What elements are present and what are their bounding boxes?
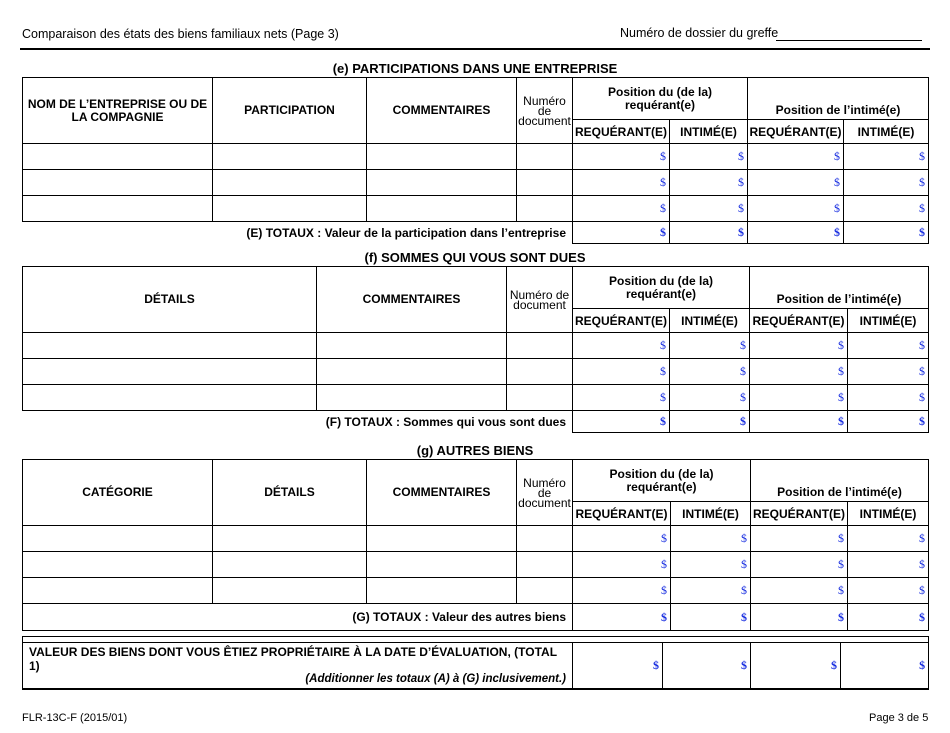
input-cell[interactable]: [517, 526, 573, 552]
col-respondent-respondent: INTIMÉ(E): [848, 309, 929, 333]
amount-cell[interactable]: $: [573, 196, 670, 222]
input-cell[interactable]: [213, 552, 367, 578]
input-cell[interactable]: [317, 333, 507, 359]
amount-cell[interactable]: $: [670, 359, 750, 385]
amount-cell[interactable]: $: [573, 552, 671, 578]
col-respondent-position: Position de l’intimé(e): [748, 78, 929, 120]
col-comments: COMMENTAIRES: [367, 78, 517, 144]
col-company-name: NOM DE L’ENTREPRISE OU DE LA COMPAGNIE: [23, 78, 213, 144]
col-respondent-respondent: INTIMÉ(E): [848, 502, 929, 526]
amount-cell[interactable]: $: [573, 359, 670, 385]
amount-cell[interactable]: $: [670, 196, 748, 222]
total-cell[interactable]: $: [750, 411, 848, 433]
amount-cell[interactable]: $: [748, 170, 844, 196]
section-f-table: [22, 266, 929, 433]
table-row: [23, 578, 929, 604]
input-cell[interactable]: [367, 196, 517, 222]
col-applicant-respondent: INTIMÉ(E): [670, 309, 750, 333]
table-row: [23, 385, 929, 411]
totals-row: [23, 411, 929, 433]
input-cell[interactable]: [213, 526, 367, 552]
total1-cell[interactable]: $: [573, 643, 663, 690]
section-f-title: (f) SOMMES QUI VOUS SONT DUES: [364, 250, 586, 265]
input-cell[interactable]: [507, 359, 573, 385]
input-cell[interactable]: [23, 196, 213, 222]
col-respondent-applicant: REQUÉRANT(E): [751, 502, 848, 526]
amount-cell[interactable]: $: [751, 526, 848, 552]
amount-cell[interactable]: $: [848, 578, 929, 604]
col-applicant-respondent: INTIMÉ(E): [670, 120, 748, 144]
totals-row: [23, 222, 929, 244]
section-e-total-label: (E) TOTAUX : Valeur de la participation dans l’entreprise: [246, 225, 566, 240]
total-cell[interactable]: $: [848, 411, 929, 433]
col-comments: COMMENTAIRES: [317, 267, 507, 333]
input-cell[interactable]: [213, 196, 367, 222]
input-cell[interactable]: [23, 385, 317, 411]
input-cell[interactable]: [23, 552, 213, 578]
input-cell[interactable]: [507, 385, 573, 411]
amount-cell[interactable]: $: [573, 333, 670, 359]
input-cell[interactable]: [367, 144, 517, 170]
col-category: CATÉGORIE: [23, 460, 213, 526]
totals-row: [23, 604, 929, 631]
table-row: [23, 552, 929, 578]
input-cell[interactable]: [517, 170, 573, 196]
input-cell[interactable]: [517, 578, 573, 604]
total-cell[interactable]: $: [670, 411, 750, 433]
amount-cell[interactable]: $: [848, 359, 929, 385]
total1-table: [22, 636, 929, 690]
total-cell[interactable]: $: [844, 222, 929, 244]
total1-cell[interactable]: $: [751, 643, 841, 690]
col-comments: COMMENTAIRES: [367, 460, 517, 526]
table-row: [23, 170, 929, 196]
input-cell[interactable]: [23, 144, 213, 170]
amount-cell[interactable]: $: [848, 552, 929, 578]
table-row: [23, 333, 929, 359]
col-doc-number: Numéro de document: [517, 460, 573, 526]
col-applicant-applicant: REQUÉRANT(E): [573, 309, 670, 333]
section-g-table: [22, 459, 929, 631]
amount-cell[interactable]: $: [750, 359, 848, 385]
col-doc-number: Numéro de document: [517, 78, 573, 144]
section-g-total-label: (G) TOTAUX : Valeur des autres biens: [23, 604, 573, 631]
page-number: Page 3 de 5: [869, 712, 929, 724]
input-cell[interactable]: [367, 578, 517, 604]
total-cell[interactable]: $: [848, 604, 929, 631]
total1-note: (Additionner les totaux (A) à (G) inclusivement.): [305, 673, 566, 685]
input-cell[interactable]: [367, 170, 517, 196]
input-cell[interactable]: [23, 333, 317, 359]
total1-cell[interactable]: $: [663, 643, 751, 690]
col-applicant-applicant: REQUÉRANT(E): [573, 120, 670, 144]
input-cell[interactable]: [517, 196, 573, 222]
amount-cell[interactable]: $: [848, 385, 929, 411]
total1-cell[interactable]: $: [841, 643, 929, 690]
input-cell[interactable]: [213, 170, 367, 196]
col-applicant-respondent: INTIMÉ(E): [671, 502, 751, 526]
total1-row: [23, 643, 929, 690]
form-id: FLR-13C-F (2015/01): [22, 712, 128, 724]
amount-cell[interactable]: $: [671, 526, 751, 552]
input-cell[interactable]: [367, 526, 517, 552]
col-respondent-applicant: REQUÉRANT(E): [750, 309, 848, 333]
input-cell[interactable]: [23, 170, 213, 196]
input-cell[interactable]: [23, 526, 213, 552]
amount-cell[interactable]: $: [573, 526, 671, 552]
amount-cell[interactable]: $: [750, 385, 848, 411]
amount-cell[interactable]: $: [844, 196, 929, 222]
form-title: Comparaison des états des biens familiaux nets (Page 3): [22, 27, 339, 41]
section-e-table: [22, 77, 929, 244]
col-respondent-respondent: INTIMÉ(E): [844, 120, 929, 144]
section-e-title: (e) PARTICIPATIONS DANS UNE ENTREPRISE: [332, 61, 618, 76]
amount-cell[interactable]: $: [670, 144, 748, 170]
amount-cell[interactable]: $: [844, 170, 929, 196]
col-participation: PARTICIPATION: [213, 78, 367, 144]
amount-cell[interactable]: $: [848, 526, 929, 552]
amount-cell[interactable]: $: [573, 385, 670, 411]
amount-cell[interactable]: $: [573, 578, 671, 604]
amount-cell[interactable]: $: [573, 144, 670, 170]
col-details: DÉTAILS: [23, 267, 317, 333]
amount-cell[interactable]: $: [750, 333, 848, 359]
input-cell[interactable]: [507, 333, 573, 359]
input-cell[interactable]: [213, 144, 367, 170]
total-cell[interactable]: $: [748, 222, 844, 244]
col-applicant-position: Position du (de la) requérant(e): [573, 78, 748, 120]
input-cell[interactable]: [367, 552, 517, 578]
table-row: [23, 196, 929, 222]
amount-cell[interactable]: $: [670, 385, 750, 411]
amount-cell[interactable]: $: [751, 578, 848, 604]
amount-cell[interactable]: $: [671, 552, 751, 578]
total-cell[interactable]: $: [670, 222, 748, 244]
col-respondent-position: Position de l’intimé(e): [751, 460, 929, 502]
section-g-title: (g) AUTRES BIENS: [416, 443, 534, 458]
table-row: [23, 359, 929, 385]
amount-cell[interactable]: $: [671, 578, 751, 604]
amount-cell[interactable]: $: [573, 170, 670, 196]
header-rule: [20, 48, 930, 50]
total-cell[interactable]: $: [573, 222, 670, 244]
col-applicant-applicant: REQUÉRANT(E): [573, 502, 671, 526]
total1-label: VALEUR DES BIENS DONT VOUS ÊTIEZ PROPRIÉTAIRE À LA DATE D’ÉVALUATION, (TOTAL 1): [29, 645, 557, 673]
col-applicant-position: Position du (de la) requérant(e): [573, 267, 750, 309]
col-doc-number: Numéro de document: [507, 267, 573, 333]
total-cell[interactable]: $: [751, 604, 848, 631]
amount-cell[interactable]: $: [848, 333, 929, 359]
col-applicant-position: Position du (de la) requérant(e): [573, 460, 751, 502]
amount-cell[interactable]: $: [748, 196, 844, 222]
input-cell[interactable]: [317, 385, 507, 411]
col-details: DÉTAILS: [213, 460, 367, 526]
amount-cell[interactable]: $: [670, 333, 750, 359]
total-cell[interactable]: $: [573, 604, 671, 631]
amount-cell[interactable]: $: [751, 552, 848, 578]
col-respondent-position: Position de l’intimé(e): [750, 267, 929, 309]
col-respondent-applicant: REQUÉRANT(E): [748, 120, 844, 144]
total-cell[interactable]: $: [671, 604, 751, 631]
amount-cell[interactable]: $: [844, 144, 929, 170]
total-cell[interactable]: $: [573, 411, 670, 433]
file-number-label: Numéro de dossier du greffe: [620, 26, 779, 40]
amount-cell[interactable]: $: [670, 170, 748, 196]
section-f-total-label: (F) TOTAUX : Sommes qui vous sont dues: [325, 414, 566, 429]
input-cell[interactable]: [517, 552, 573, 578]
input-cell[interactable]: [517, 144, 573, 170]
input-cell[interactable]: [213, 578, 367, 604]
input-cell[interactable]: [23, 578, 213, 604]
table-row: [23, 526, 929, 552]
file-number-field[interactable]: [776, 40, 922, 41]
table-row: [23, 144, 929, 170]
amount-cell[interactable]: $: [748, 144, 844, 170]
input-cell[interactable]: [23, 359, 317, 385]
input-cell[interactable]: [317, 359, 507, 385]
total1-label-cell: [23, 643, 573, 690]
